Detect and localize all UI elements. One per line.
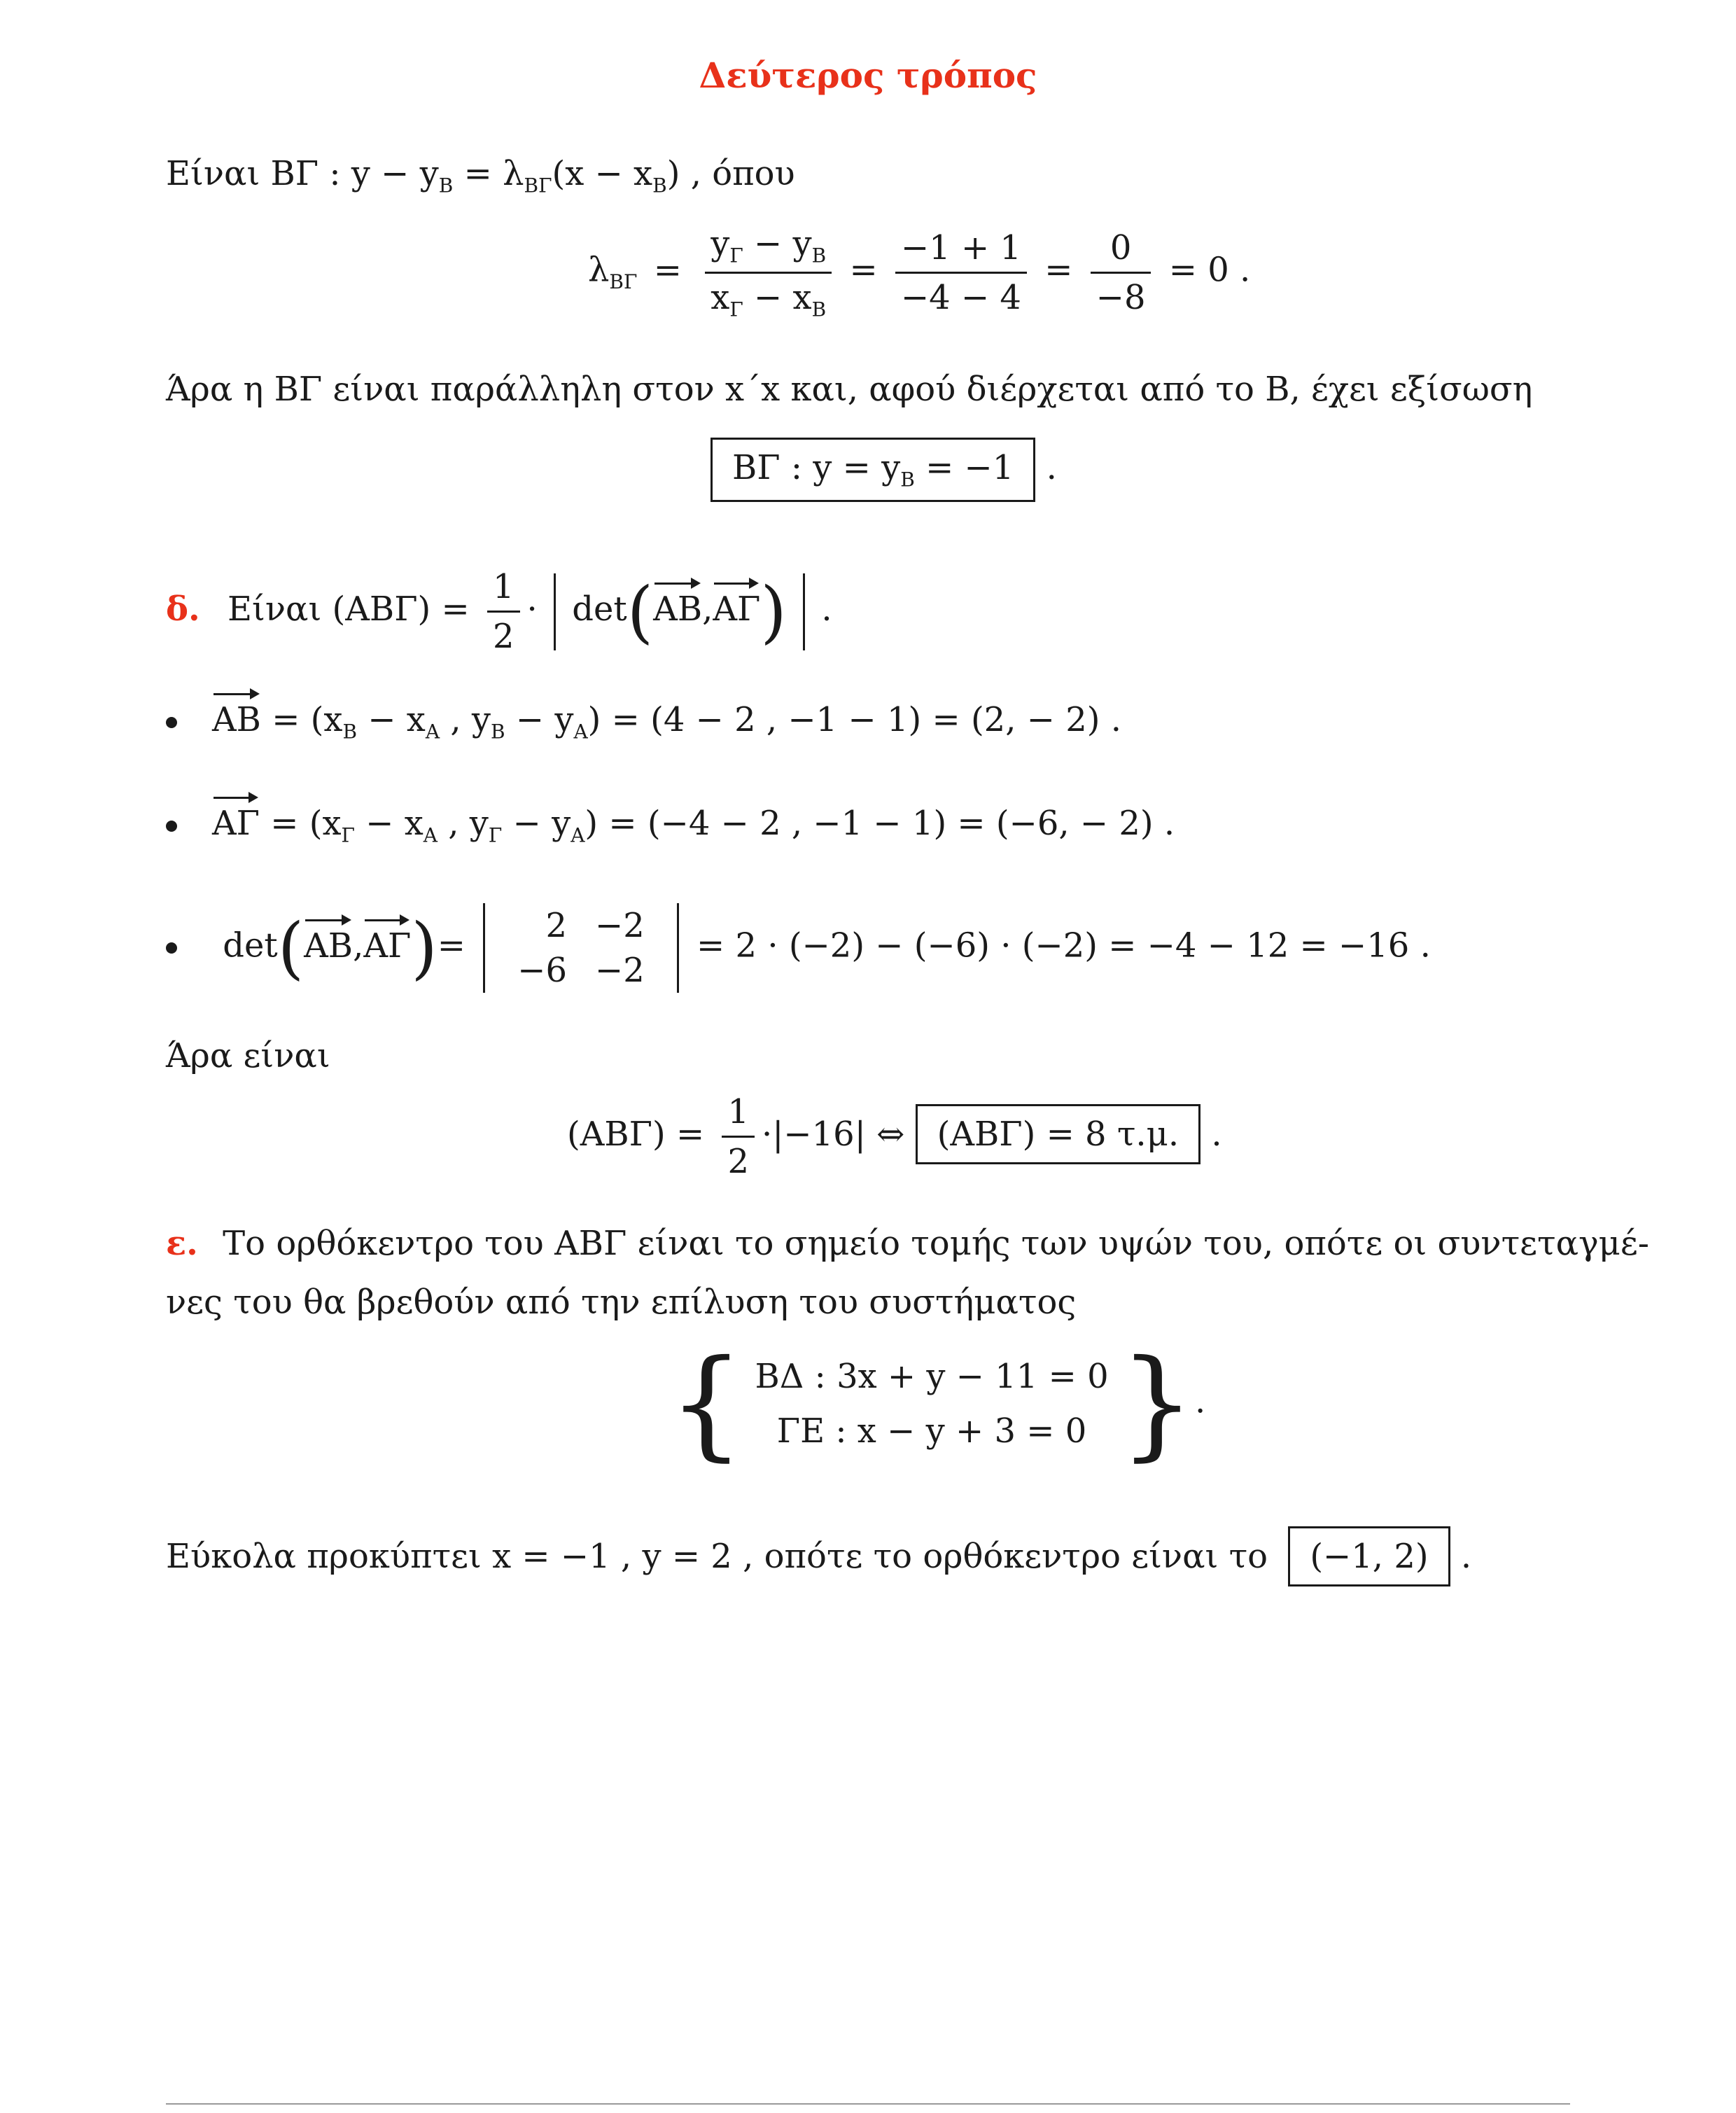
slope-formula: $\lambda_{B\Gamma}$ = $\frac{y_\Gamma - y_B}{x_\Gamma - x_B}$ = $\frac{-1 + 1}{-4 - 4}$ = $\frac{0}{-8}$ = 0 . <box>588 224 1251 321</box>
numerator: 1 <box>722 1092 755 1138</box>
abs-bar <box>803 573 805 650</box>
part-label: δ. <box>166 590 200 629</box>
vector-ab: ΑΒ <box>304 926 354 965</box>
box-text: ΒΓ : y = y <box>732 448 901 487</box>
slope-lhs-sub: ΒΓ <box>609 270 638 294</box>
part-e <box>166 1224 1649 1263</box>
dot: . <box>1460 1537 1472 1576</box>
equation-1: ΒΔ : 3x + y − 11 = 0 <box>755 1357 1109 1396</box>
part-text: Το ορθόκεντρο του ΑΒΓ είναι το σημείο τομής των υψών του, οπότε οι συντεταγμέ- <box>223 1224 1649 1263</box>
det-label: det <box>223 926 278 965</box>
equation-box <box>710 438 1035 502</box>
numerator: 1 <box>487 567 520 613</box>
vector-ab: ΑΒ <box>212 700 261 739</box>
denominator: 2 <box>492 617 514 656</box>
parallel-text: Άρα η ΒΓ είναι παράλληλη στον x΄x και, αφού διέρχεται από το Β, έχει εξίσωση <box>166 370 1533 409</box>
det-result: = 2 · (−2) − (−6) · (−2) = −4 − 12 = −16 . <box>696 926 1431 965</box>
denominator: −4 − 4 <box>900 277 1021 317</box>
dot: . <box>1195 1381 1206 1421</box>
denominator: 2 <box>727 1142 749 1181</box>
slope-result: = 0 . <box>1168 250 1251 290</box>
eq-mid: = λ <box>453 154 524 193</box>
box-sub: Β <box>900 468 915 491</box>
bullet-icon <box>166 717 177 728</box>
bullet-icon <box>166 942 177 954</box>
area-lhs: (ΑΒΓ) = <box>567 1115 705 1154</box>
eq-sub: Β <box>652 174 667 197</box>
bullet-det: det(ΑΒ,ΑΓ)= 2 −2 −6 −2 = 2 · (−2) − (−6) · (−2) = −4 − 12 = −16 . <box>166 903 1431 993</box>
system-of-equations <box>668 1334 1206 1473</box>
part-label: ε. <box>166 1224 198 1263</box>
final-answer <box>166 1526 1471 1587</box>
numerator: $y_\Gamma - y_B$ <box>705 224 832 274</box>
slope-lhs: λ <box>588 250 610 290</box>
part-text: Είναι (ΑΒΓ) = <box>227 590 470 629</box>
fraction <box>487 567 520 656</box>
boxed-equation <box>710 438 1057 502</box>
dot: . <box>1046 448 1057 487</box>
area-result <box>567 1092 1222 1181</box>
eq-end: ) , όπου <box>666 154 795 193</box>
part-d: δ. Είναι (ΑΒΓ) = $\frac{1}{2}$ · det(ΑΒ,ΑΓ) . <box>166 567 832 656</box>
left-brace: { <box>668 1334 745 1473</box>
vector-ag: ΑΓ <box>212 804 260 843</box>
bullet-expression: = ($x_B - x_A$ , $y_B - y_A) = (4 - 2$ , −1 − 1) = (2, − 2) . <box>272 700 1121 744</box>
vector-ag: ΑΓ <box>713 590 761 629</box>
final-text: Εύκολα προκύπτει x = −1 , y = 2 , οπότε το ορθόκεντρο είναι το <box>166 1537 1268 1576</box>
matrix-cell: 2 <box>545 906 568 945</box>
matrix-cell: −6 <box>517 951 568 990</box>
fraction <box>895 228 1027 317</box>
bullet-expression: = ($x_\Gamma - x_A$ , $y_\Gamma - y_A) = (-4 - 2$ , −1 − 1) = (−6, − 2) . <box>270 804 1175 847</box>
part-e-continued: νες του θα βρεθούν από την επίλυση του συστήματος <box>166 1283 1077 1322</box>
fraction <box>722 1092 755 1181</box>
footer-rule <box>166 2103 1570 2105</box>
ara-text: Άρα είναι <box>166 1036 330 1075</box>
vector-ag: ΑΓ <box>363 926 412 965</box>
box-tail: = −1 <box>914 448 1014 487</box>
area-box: (ΑΒΓ) = 8 τ.μ. <box>916 1104 1201 1164</box>
numerator: −1 + 1 <box>895 228 1027 274</box>
matrix-cell: −2 <box>595 906 645 945</box>
vector-ab: ΑΒ <box>653 590 703 629</box>
equation-2: ΓΕ : x − y + 3 = 0 <box>776 1411 1087 1451</box>
orthocenter-box: (−1, 2) <box>1288 1526 1450 1587</box>
bullet-ab <box>166 700 1121 744</box>
line-bc-equation <box>166 154 795 197</box>
dot: . <box>821 590 832 629</box>
matrix-cell: −2 <box>595 951 645 990</box>
eq-sub: Β <box>438 174 454 197</box>
eq-sub: ΒΓ <box>524 174 552 197</box>
fraction <box>1091 228 1152 317</box>
eq-prefix: Είναι ΒΓ : y − y <box>166 154 439 193</box>
numerator: 0 <box>1091 228 1152 274</box>
eq-tail: (x − x <box>552 154 653 193</box>
dot: . <box>1211 1115 1222 1154</box>
system-lines <box>755 1349 1108 1458</box>
fraction <box>705 224 832 321</box>
det-label: det <box>572 590 627 629</box>
right-brace: } <box>1119 1334 1196 1473</box>
determinant-matrix <box>483 903 679 993</box>
area-abs: ·|−16| ⇔ <box>761 1115 905 1154</box>
denominator: $x_\Gamma - x_B$ <box>710 277 827 321</box>
bullet-ag <box>166 804 1175 847</box>
abs-bar <box>554 573 556 650</box>
page-title: Δεύτερος τρόπος <box>699 55 1037 96</box>
bullet-icon <box>166 821 177 832</box>
denominator: −8 <box>1096 277 1146 317</box>
